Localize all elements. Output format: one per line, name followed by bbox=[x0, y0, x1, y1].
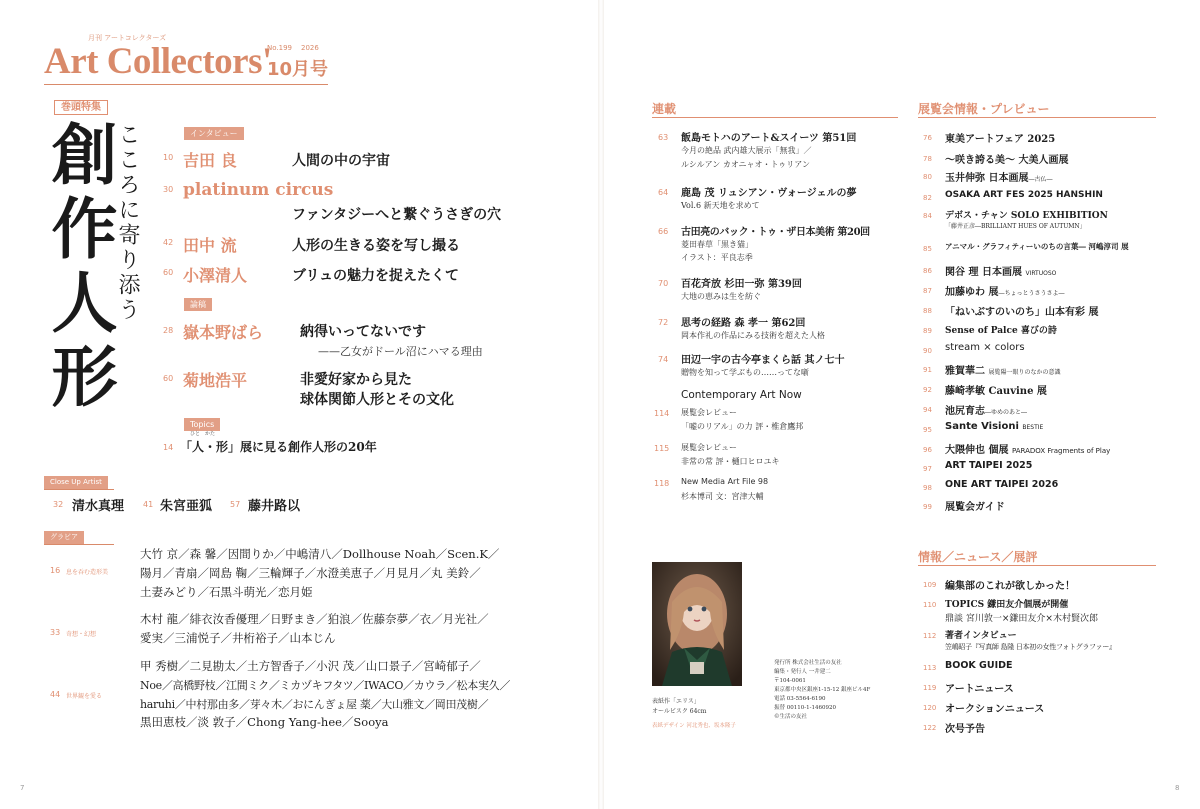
interview-page: 30 bbox=[163, 185, 174, 194]
exhibition-page: 86 bbox=[923, 267, 932, 275]
serial-line: 非常の常 評・樋口ヒロユキ bbox=[681, 457, 780, 466]
exhibition-extra: 展覧陽一眼りのなかの意識 bbox=[988, 369, 1061, 376]
serial-subhead: Contemporary Art Now bbox=[681, 389, 802, 401]
essay-tag: 論稿 bbox=[184, 298, 212, 311]
exhibition-extra: ―ちょっとうさうさよ― bbox=[998, 290, 1065, 297]
serial-line: 杉本博司 文：宮津大輔 bbox=[681, 492, 764, 501]
closeup-page: 41 bbox=[143, 500, 154, 509]
serial-line: 思考の経路 森 孝一 第62回 bbox=[681, 318, 806, 329]
serial-line: 贈物を知って学ぶもの……ってな噺 bbox=[681, 368, 809, 377]
exhibition-main: 加藤ゆわ 展 bbox=[945, 287, 999, 298]
exhibition-main: 大隈伸也 個展 bbox=[945, 445, 1009, 456]
exhibition-extra: 「藤井正彦―BRILLIANT HUES OF AUTUMN」 bbox=[945, 223, 1086, 230]
cover-caption: オールビスク 64cm bbox=[652, 708, 707, 715]
gravure-line: 土妻みどり／石黒斗萌光／恋月姫 bbox=[140, 585, 313, 599]
serial-line: 大地の恵みは生を紡ぐ bbox=[681, 292, 761, 301]
exhibition-page: 80 bbox=[923, 173, 932, 181]
serial-line: 鹿島 茂 リュシアン・ヴォージェルの夢 bbox=[681, 188, 857, 199]
interview-page: 60 bbox=[163, 268, 174, 277]
news-line: 編集部のこれが欲しかった！ bbox=[945, 581, 1075, 592]
exhibition-page: 88 bbox=[923, 307, 932, 315]
gravure-line: Noe／高橋野枝／江間ミク／ミカヅキフタツ／IWACO／カウラ／松本実久／ bbox=[140, 679, 511, 692]
essay-name: 菊地浩平 bbox=[183, 371, 248, 390]
serial-page: 74 bbox=[658, 355, 669, 364]
exhibition-page: 90 bbox=[923, 347, 932, 355]
serial-page: 114 bbox=[654, 409, 670, 418]
publisher-line: 電話 03-5564-6190 bbox=[774, 696, 826, 702]
gravure-page: 16 bbox=[50, 566, 61, 575]
closeup-name: 清水真理 bbox=[72, 499, 125, 514]
exhibition-title bbox=[945, 283, 1065, 298]
exhibition-page: 92 bbox=[923, 386, 932, 394]
cover-design-credit: 表紙デザイン 河北秀也、坂本隆子 bbox=[652, 723, 736, 729]
news-line: オークションニュース bbox=[945, 704, 1045, 715]
serial-page: 64 bbox=[658, 188, 669, 197]
exhibition-page: 91 bbox=[923, 366, 932, 374]
publisher-line: 東京都中央区銀座1-15-12 銀座ビル4F bbox=[774, 687, 871, 693]
closeup-name: 朱宮亜狐 bbox=[160, 499, 213, 514]
topics-page: 14 bbox=[163, 443, 174, 452]
exhibition-title: stream × colors bbox=[945, 342, 1025, 353]
news-line: アートニュース bbox=[945, 684, 1014, 695]
serial-line: イラスト：平良志季 bbox=[681, 253, 753, 262]
news-page: 119 bbox=[923, 684, 937, 692]
essay-title: 非愛好家から見た bbox=[300, 372, 412, 388]
exhibition-title: OSAKA ART FES 2025 HANSHIN bbox=[945, 190, 1103, 200]
serial-rule bbox=[652, 117, 898, 118]
serial-page: 63 bbox=[658, 133, 669, 142]
exhibition-extra: PARADOX Fragments of Play bbox=[1011, 447, 1111, 455]
masthead-rule bbox=[44, 84, 328, 85]
news-line: 次号予告 bbox=[945, 724, 985, 735]
interview-name: platinum circus bbox=[183, 180, 334, 200]
publisher-line: ©生活の友社 bbox=[774, 714, 808, 720]
topics-text: 「人・形」展に見る創作人形の20年 bbox=[180, 440, 377, 454]
gravure-label: 世界観を愛る bbox=[66, 693, 103, 700]
exhibition-title: ONE ART TAIPEI 2026 bbox=[945, 479, 1059, 490]
exhibition-page: 84 bbox=[923, 212, 932, 220]
exhibition-page: 85 bbox=[923, 245, 932, 253]
exhibition-page: 96 bbox=[923, 446, 932, 454]
page-number-right: 8 bbox=[1175, 784, 1180, 792]
serial-line: 今月の絶品 武内雄大展示「無我」／ bbox=[681, 146, 812, 155]
exhibition-title: 東美アートフェア 2025 bbox=[945, 134, 1056, 145]
exhibition-page: 94 bbox=[923, 406, 932, 414]
exhibition-page: 98 bbox=[923, 484, 932, 492]
doll-portrait-icon bbox=[652, 562, 742, 686]
exhibition-extra: ―ゆめのあと― bbox=[985, 409, 1028, 416]
exhibition-page: 99 bbox=[923, 503, 932, 511]
exhibition-page: 87 bbox=[923, 287, 932, 295]
exhibition-extra: BESTIE bbox=[1022, 424, 1044, 431]
interview-page: 10 bbox=[163, 153, 174, 162]
exhibition-title: 藤崎孝敏 Cauvine 展 bbox=[945, 386, 1047, 397]
exhibition-extra: ―古仏― bbox=[1028, 176, 1053, 183]
exhibitions-title: 展覧会情報・プレビュー bbox=[918, 102, 1050, 116]
essay-title: 納得いってないです bbox=[300, 324, 426, 340]
news-line: 著者インタビュー bbox=[945, 631, 1017, 641]
news-page: 120 bbox=[923, 704, 937, 712]
interview-title: ファンタジーへと繋ぐうさぎの穴 bbox=[292, 207, 502, 223]
interview-page: 42 bbox=[163, 238, 174, 247]
gravure-line: 大竹 京／森 馨／因間りか／中嶋清八／Dollhouse Noah／Scen.K／ bbox=[140, 547, 500, 561]
brand-subtitle: 月刊 アートコレクターズ bbox=[88, 34, 167, 42]
gravure-line: 黒田恵枝／淡 敦子／Chong Yang-hee／Sooya bbox=[140, 715, 389, 729]
serial-page: 72 bbox=[658, 318, 669, 327]
exhibition-page: 97 bbox=[923, 465, 932, 473]
closeup-page: 32 bbox=[53, 500, 64, 509]
closeup-name: 藤井路以 bbox=[248, 499, 301, 514]
publisher-line: 発行所 株式会社生活の友社 bbox=[774, 660, 842, 666]
serial-line: ルシルアン カオニャオ・トゥリアン bbox=[681, 160, 810, 169]
essay-name: 嶽本野ばら bbox=[183, 323, 264, 342]
news-line: BOOK GUIDE bbox=[945, 660, 1013, 671]
exhibition-main: 雅賀華二 bbox=[945, 366, 985, 377]
exhibition-page: 76 bbox=[923, 134, 932, 142]
news-page: 109 bbox=[923, 581, 937, 589]
exhibition-title bbox=[945, 441, 1110, 456]
issue-year: 2026 bbox=[301, 44, 319, 52]
exhibition-page: 89 bbox=[923, 327, 932, 335]
exhibition-title: デボス・チャン SOLO EXHIBITION bbox=[945, 211, 1108, 221]
gravure-page: 44 bbox=[50, 690, 61, 699]
exhibition-title bbox=[945, 263, 1056, 278]
brand-logo: Art Collectors' bbox=[44, 41, 272, 82]
serial-page: 118 bbox=[654, 479, 670, 488]
gravure-tag: グラビア bbox=[44, 531, 84, 544]
serial-page: 115 bbox=[654, 444, 670, 453]
feature-tag: 巻頭特集 bbox=[54, 100, 108, 115]
closeup-tag: Close Up Artist bbox=[44, 476, 108, 489]
exhibition-main: 玉井伸弥 日本画展 bbox=[945, 173, 1029, 184]
serial-page: 66 bbox=[658, 227, 669, 236]
essay-subtitle: ——乙女がドール沼にハマる理由 bbox=[318, 345, 483, 358]
exhibition-page: 82 bbox=[923, 194, 932, 202]
serial-line: 岡本作礼の作品にみる技術を超えた人格 bbox=[681, 331, 825, 340]
exhibition-title: ART TAIPEI 2025 bbox=[945, 460, 1033, 471]
exhibition-title: アニマル・グラフィティーいのちの言葉― 河嶋淳司 展 bbox=[945, 242, 1129, 251]
publisher-line: 編集・発行人 一井建二 bbox=[774, 669, 831, 675]
news-page: 112 bbox=[923, 632, 937, 640]
interview-title: 人形の生きる姿を写し撮る bbox=[292, 238, 460, 254]
serial-line: 「嘘のリアル」の力 評・椎倉鷹邦 bbox=[681, 422, 804, 431]
news-line: 鼎談 宮川敦一×鎌田友介×木村賢次郎 bbox=[945, 614, 1098, 624]
serial-line: 展覧会レビュー bbox=[681, 408, 737, 417]
serial-line: 菱田春草「黒き猫」 bbox=[681, 240, 753, 249]
gravure-rule bbox=[44, 544, 114, 545]
gravure-line: haruhi／中村那由多／芽々木／おにんぎょ屋 薬／大山雅文／岡田茂樹／ bbox=[140, 698, 489, 711]
exhibition-title: Sense of Palce 喜びの詩 bbox=[945, 326, 1057, 336]
exhibition-main: Sante Visioni bbox=[945, 421, 1019, 432]
news-line: TOPICS 鎌田友介個展が開催 bbox=[945, 600, 1069, 610]
cover-caption: 表紙作「エリス」 bbox=[652, 698, 700, 705]
closeup-rule bbox=[44, 489, 114, 490]
exhibition-title bbox=[945, 421, 1043, 432]
gravure-label: 奇想・幻想 bbox=[66, 631, 97, 638]
serial-line: 百花斉放 杉田一弥 第39回 bbox=[681, 279, 802, 290]
gravure-line: 甲 秀樹／二見勘太／土方智香子／小沢 茂／山口景子／宮崎郁子／ bbox=[140, 659, 481, 673]
exhibitions-rule bbox=[918, 117, 1156, 118]
interview-title: ブリュの魅力を捉えたくて bbox=[292, 268, 460, 284]
exhibition-title bbox=[945, 169, 1053, 184]
news-page: 122 bbox=[923, 724, 937, 732]
gravure-page: 33 bbox=[50, 628, 61, 637]
exhibition-title: 「ねいぶすのいのち」山本有彩 展 bbox=[945, 307, 1099, 318]
cover-doll-photo bbox=[652, 562, 742, 686]
essay-page: 28 bbox=[163, 326, 174, 335]
news-page: 113 bbox=[923, 664, 937, 672]
page-number-left: 7 bbox=[20, 784, 25, 792]
interview-name: 小澤清人 bbox=[183, 266, 248, 285]
serial-line: 田辺一宇の古今亭まくら話 其ノ七十 bbox=[681, 355, 845, 366]
serial-line: Vol.6 新天地を求めて bbox=[681, 201, 760, 210]
interview-title: 人間の中の宇宙 bbox=[292, 153, 390, 169]
exhibition-title: 展覧会ガイド bbox=[945, 502, 1005, 513]
closeup-page: 57 bbox=[230, 500, 241, 509]
exhibition-title bbox=[945, 402, 1027, 417]
news-rule bbox=[918, 565, 1156, 566]
serial-line: 展覧会レビュー bbox=[681, 443, 737, 452]
serial-line: 古田亮のバック・トゥ・ザ日本美術 第20回 bbox=[681, 227, 870, 238]
exhibition-extra: VIRTUOSO bbox=[1025, 270, 1057, 277]
page-gutter bbox=[598, 0, 604, 809]
interview-tag: インタビュー bbox=[184, 127, 244, 140]
exhibition-title: 〜咲き誇る美〜 大美人画展 bbox=[945, 155, 1069, 166]
topics-ruby: ひと かた bbox=[190, 431, 216, 437]
gravure-line: 愛実／三浦悦子／井桁裕子／山本じん bbox=[140, 631, 336, 645]
serial-title: 連載 bbox=[652, 102, 677, 116]
essay-page: 60 bbox=[163, 374, 174, 383]
serial-line: 飯島モトハのアート&スイーツ 第51回 bbox=[681, 133, 857, 144]
gravure-line: 木村 龍／緋衣汝香優理／日野まき／狛浪／佐藤奈夢／衣／月光社／ bbox=[140, 612, 489, 626]
exhibition-main: 関谷 理 日本画展 bbox=[945, 267, 1022, 278]
serial-line: New Media Art File 98 bbox=[681, 477, 769, 486]
exhibition-title bbox=[945, 362, 1061, 377]
exhibition-page: 95 bbox=[923, 426, 932, 434]
issue-month: 10月号 bbox=[267, 59, 329, 80]
news-page: 110 bbox=[923, 601, 937, 609]
exhibition-main: 池尻育志 bbox=[945, 406, 985, 417]
publisher-line: 振替 00110-1-1460920 bbox=[774, 705, 836, 711]
publisher-line: 〒104-0061 bbox=[774, 678, 806, 684]
news-line: 笠嶋昭子『写真師 島隆 日本初の女性フォトグラファー』 bbox=[945, 643, 1116, 651]
news-title: 情報／ニュース／展評 bbox=[918, 550, 1038, 564]
serial-page: 70 bbox=[658, 279, 669, 288]
interview-name: 吉田 良 bbox=[183, 151, 237, 170]
feature-headline: 創作人形 bbox=[40, 120, 118, 416]
issue-number: No.199 bbox=[267, 44, 292, 52]
feature-subhead: こころに寄り添う bbox=[115, 123, 140, 323]
topics-tag: Topics bbox=[184, 418, 220, 431]
interview-name: 田中 流 bbox=[183, 236, 237, 255]
gravure-label: 息を吞む造形美 bbox=[66, 569, 109, 576]
gravure-line: 陽月／青扇／岡島 鞠／三輪輝子／水澄美恵子／月見月／丸 美鈴／ bbox=[140, 566, 481, 580]
essay-subtitle: 球体関節人形とその文化 bbox=[300, 392, 454, 408]
exhibition-page: 78 bbox=[923, 155, 932, 163]
